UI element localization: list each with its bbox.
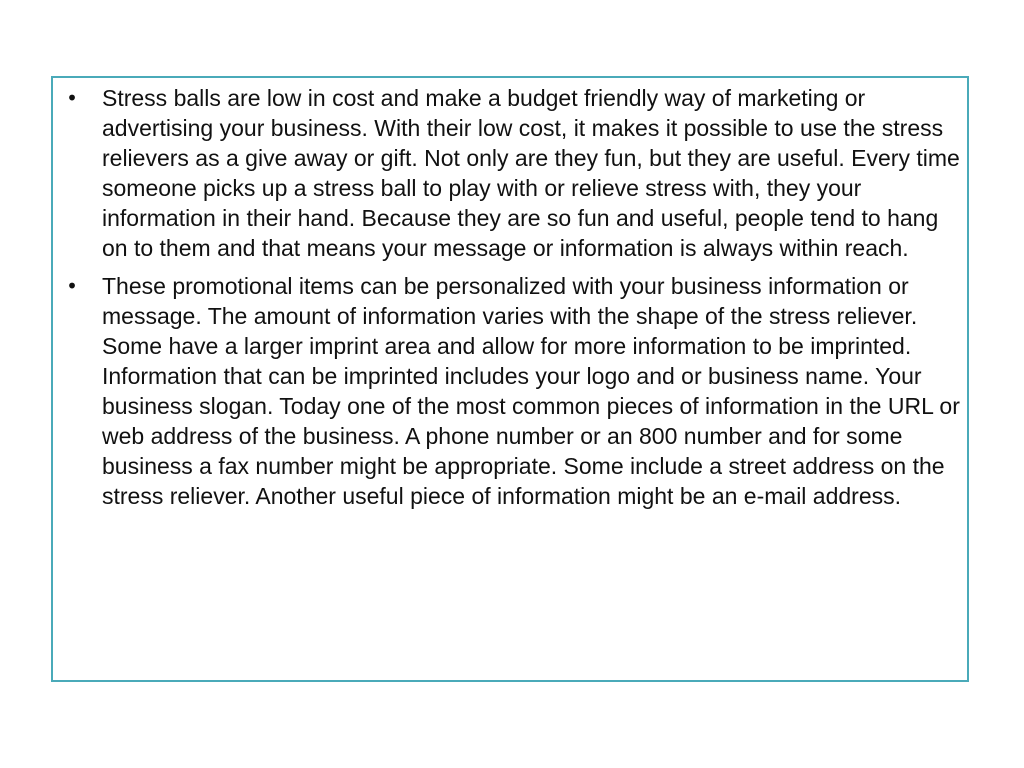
bullet-list: [53, 83, 969, 519]
bullet-text-1: Stress balls are low in cost and make a budget friendly way of marketing or advertising your business. With their low cost, it makes it possible to use the stress relievers as a give away or gift. Not only are they fun, but they are useful. Every time someone picks up a stress ball to play with or relieve stress with, they your information in their hand. Because they are so fun and useful, people tend to hang on to them and that means your message or information is always within reach.: [102, 85, 960, 261]
bullet-item-1: [53, 83, 969, 263]
bullet-item-2: [53, 271, 969, 511]
bullet-icon: •: [66, 274, 78, 298]
bullet-icon: •: [66, 86, 78, 110]
bullet-text-2: These promotional items can be personalized with your business information or message. The amount of information varies with the shape of the stress reliever. Some have a larger imprint area and allow for more information to be imprinted. Information that can be imprinted includes your logo and or business name. Your business slogan. Today one of the most common pieces of information in the URL or web address of the business. A phone number or an 800 number and for some business a fax number might be appropriate. Some include a street address on the stress reliever. Another useful piece of information might be an e-mail address.: [102, 273, 960, 509]
content-frame: [51, 76, 969, 682]
